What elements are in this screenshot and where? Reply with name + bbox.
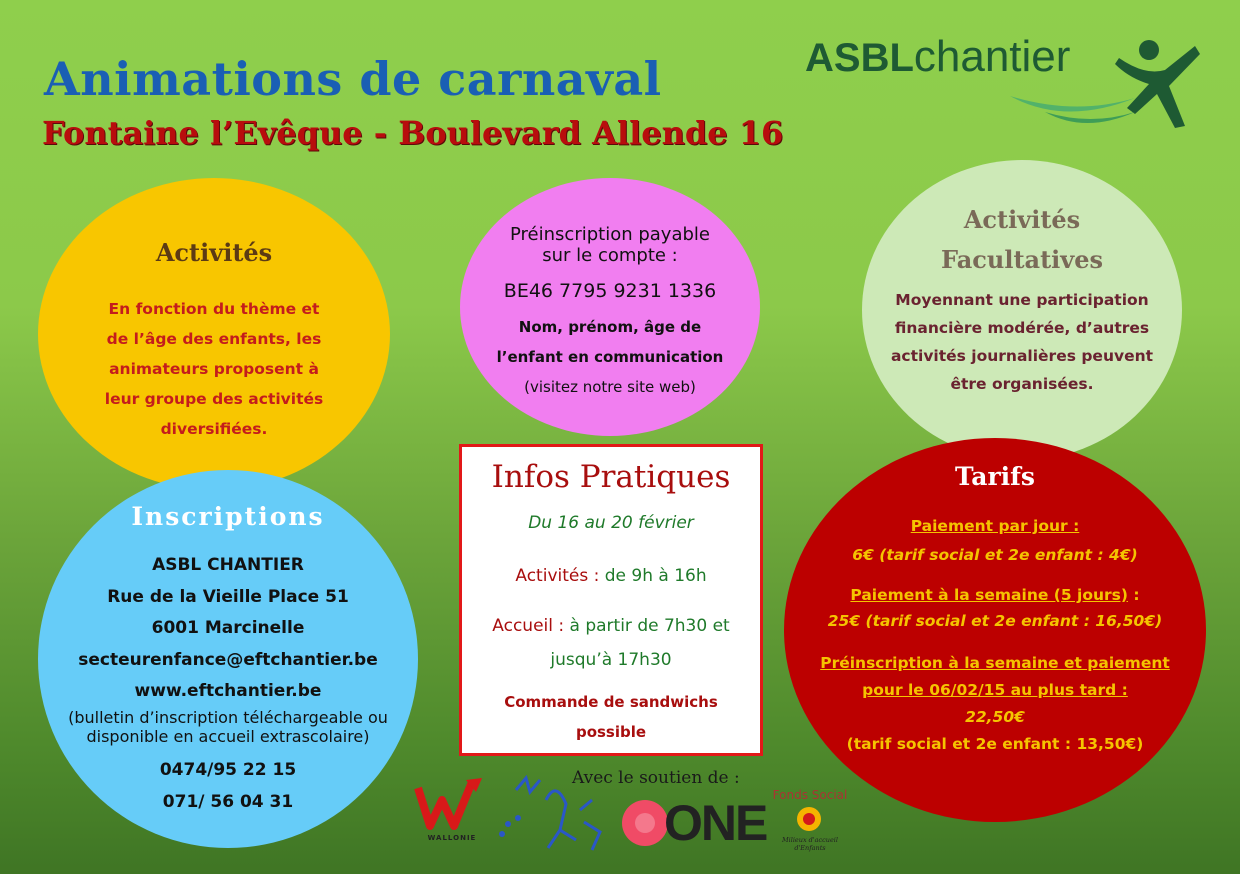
- activites-line-2: de l’âge des enfants, les: [106, 330, 322, 348]
- facultatives-line-4: être organisées.: [950, 375, 1094, 393]
- facultatives-line-2: financière modérée, d’autres: [894, 319, 1150, 337]
- tarifs-pre-note: (tarif social et 2e enfant : 13,50€): [846, 735, 1144, 753]
- wallonie-w-icon: [408, 776, 496, 834]
- activites-line-4: leur groupe des activités: [104, 390, 324, 408]
- facultatives-circle: [862, 160, 1182, 460]
- tarifs-jour-label: Paiement par jour :: [910, 517, 1080, 535]
- inscriptions-note-1: (bulletin d’inscription téléchargeable ou: [68, 708, 388, 727]
- infos-pratiques-box: [459, 444, 763, 756]
- infos-accueil-label: Accueil :: [492, 616, 565, 636]
- tarifs-semaine-value: 25€ (tarif social et 2e enfant : 16,50€): [827, 612, 1163, 630]
- infos-accueil-value-2: jusqu’à 17h30: [550, 650, 672, 670]
- preinscription-line-4: l’enfant en communication: [496, 348, 724, 366]
- infos-dates: Du 16 au 20 février: [528, 513, 694, 533]
- inscriptions-phone-2: 071/ 56 04 31: [162, 792, 294, 812]
- infos-sandwich-2: possible: [575, 723, 647, 741]
- preinscription-line-3: Nom, prénom, âge de: [518, 318, 702, 336]
- infos-activites-value: de 9h à 16h: [599, 566, 707, 586]
- page-title: Animations de carnaval: [44, 52, 662, 106]
- inscriptions-org: ASBL CHANTIER: [152, 555, 304, 575]
- inscriptions-city: 6001 Marcinelle: [151, 618, 305, 638]
- infos-accueil-value-1: à partir de 7h30 et: [564, 616, 730, 636]
- inscriptions-phone-1: 0474/95 22 15: [159, 760, 297, 780]
- tarifs-semaine-label: Paiement à la semaine (5 jours): [850, 586, 1128, 604]
- tarifs-semaine-colon: :: [1127, 586, 1140, 604]
- inscriptions-street: Rue de la Vieille Place 51: [107, 586, 349, 607]
- facultatives-title-1: Activités: [963, 205, 1081, 234]
- logo-swoosh-icon: [1005, 76, 1145, 136]
- tarifs-circle: [784, 438, 1206, 822]
- tarifs-pre-label-2: pour le 06/02/15 au plus tard :: [862, 681, 1128, 699]
- sponsors-label: Avec le soutien de :: [572, 768, 740, 788]
- tarifs-pre-value: 22,50€: [965, 708, 1025, 726]
- activites-title: Activités: [155, 238, 273, 267]
- preinscription-line-5: (visitez notre site web): [524, 378, 696, 396]
- fonds-social-subtitle: Milieux d'accueil d'Enfants: [782, 836, 838, 852]
- activites-line-1: En fonction du thème et: [108, 300, 320, 318]
- one-logo: [620, 792, 767, 856]
- asbl-chantier-logo: [805, 28, 1205, 138]
- activites-circle: [38, 178, 390, 490]
- preinscription-circle: [460, 178, 760, 436]
- fonds-social-logo: [768, 786, 852, 856]
- inscriptions-title: Inscriptions: [131, 502, 325, 531]
- facultatives-line-1: Moyennant une participation: [895, 291, 1149, 309]
- one-circle-icon: [620, 798, 670, 848]
- facultatives-title-2: Facultatives: [940, 245, 1104, 274]
- inscriptions-website: www.eftchantier.be: [134, 681, 322, 701]
- logo-text-asbl: ASBL: [805, 36, 914, 80]
- tarifs-jour-value: 6€ (tarif social et 2e enfant : 4€): [852, 546, 1138, 564]
- preinscription-line-2: sur le compte :: [542, 245, 678, 266]
- children-drawing-logo: [496, 770, 606, 858]
- infos-activites-label: Activités :: [515, 566, 600, 586]
- activites-line-3: animateurs proposent à: [109, 360, 319, 378]
- tarifs-pre-label-1: Préinscription à la semaine et paiement: [820, 654, 1170, 672]
- facultatives-line-3: activités journalières peuvent: [890, 347, 1154, 365]
- fonds-social-emblem-icon: [794, 804, 824, 834]
- page-subtitle: Fontaine l’Evêque - Boulevard Allende 16: [42, 114, 784, 152]
- inscriptions-email: secteurenfance@eftchantier.be: [78, 649, 378, 670]
- wallonie-caption: WALLONIE: [427, 834, 477, 842]
- account-number: BE46 7795 9231 1336: [503, 280, 717, 302]
- one-logo-text: ONE: [664, 795, 767, 851]
- infos-title: Infos Pratiques: [491, 459, 731, 495]
- fonds-social-title: Fonds Social: [772, 788, 848, 802]
- inscriptions-circle: [38, 470, 418, 848]
- preinscription-line-1: Préinscription payable: [510, 224, 710, 245]
- infos-sandwich-1: Commande de sandwichs: [504, 693, 718, 711]
- wallonie-logo: [408, 776, 496, 846]
- activites-line-5: diversifiées.: [160, 420, 268, 438]
- tarifs-title: Tarifs: [955, 462, 1035, 491]
- logo-text-chantier: chantier: [913, 32, 1071, 81]
- inscriptions-note-2: disponible en accueil extrascolaire): [86, 727, 370, 746]
